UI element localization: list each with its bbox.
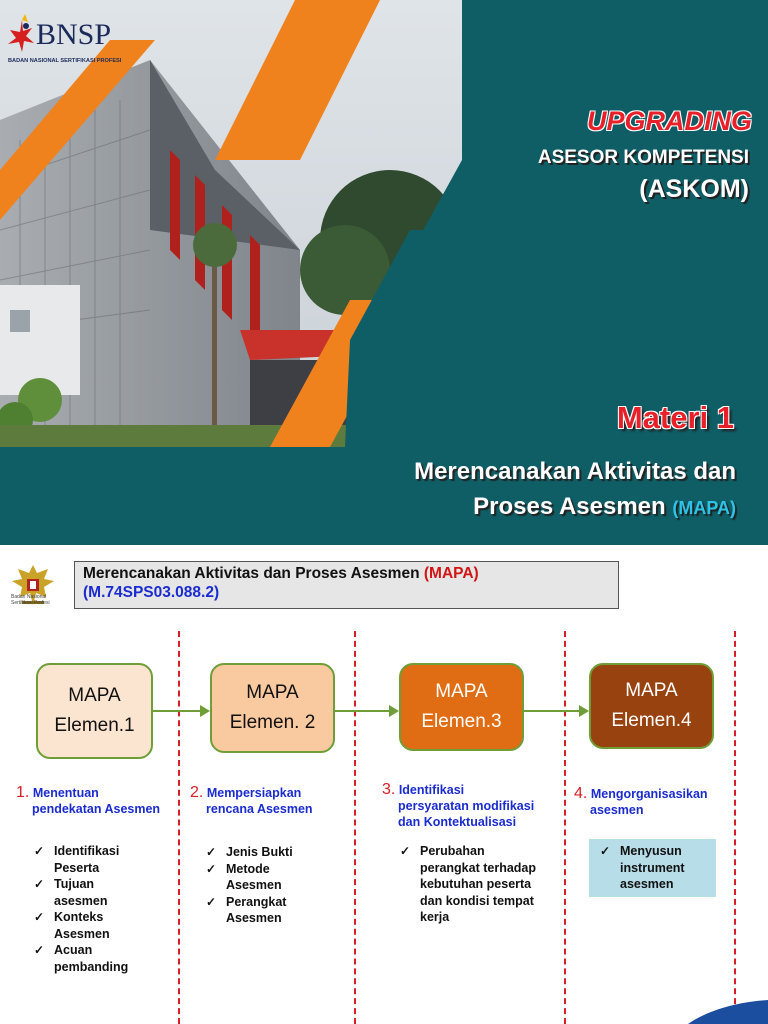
element-1-line-2: Elemen.1 bbox=[54, 715, 135, 736]
element-2-line-1: MAPA bbox=[246, 682, 299, 703]
dashed-divider-1 bbox=[178, 631, 180, 1024]
step-2-line-2: rencana Asesmen bbox=[206, 802, 313, 816]
element-4-line-2: Elemen.4 bbox=[611, 710, 692, 731]
step-1-line-2: pendekatan Asesmen bbox=[32, 802, 161, 816]
step-3-number: 3. bbox=[382, 781, 396, 798]
element-2-line-2: Elemen. 2 bbox=[229, 712, 316, 733]
emblem-caption bbox=[11, 594, 50, 606]
step-4-number: 4. bbox=[574, 785, 588, 802]
materi-title: Materi 1 bbox=[616, 400, 734, 435]
dashed-divider-4 bbox=[734, 631, 736, 1024]
element-4-line-1: MAPA bbox=[625, 680, 678, 701]
bnsp-logo-text: BNSP bbox=[36, 18, 112, 51]
checklist-item: ✓ Perubahan perangkat terhadap kebutuhan peserta dan kondisi tempat kerja bbox=[398, 843, 538, 926]
step-2-label bbox=[190, 785, 313, 817]
step-1-label bbox=[16, 785, 160, 817]
slide-title bbox=[83, 565, 610, 583]
arrow-1-to-2 bbox=[153, 710, 208, 712]
checklist-4 bbox=[598, 843, 710, 893]
emblem-caption-line-1: Badan Nasional bbox=[11, 594, 47, 600]
corner-wave-decoration bbox=[688, 1000, 768, 1024]
mapa-element-1 bbox=[36, 663, 153, 759]
arrow-3-to-4 bbox=[524, 710, 587, 712]
asesor-title: ASESOR KOMPETENSI bbox=[537, 147, 749, 168]
emblem-caption-line-2: Sertifikasi Profesi bbox=[11, 600, 50, 606]
checklist-1 bbox=[32, 843, 142, 975]
bnsp-logo bbox=[6, 14, 128, 74]
step-4-line-1: Mengorganisasikan bbox=[590, 787, 708, 801]
garuda-emblem-icon bbox=[8, 551, 58, 621]
mapa-element-4 bbox=[589, 663, 714, 749]
element-1-line-1: MAPA bbox=[68, 685, 121, 706]
checklist-item: ✓ Konteks Asesmen bbox=[32, 909, 142, 942]
mapa-element-3 bbox=[399, 663, 524, 751]
unit-code: (M.74SPS03.088.2) bbox=[83, 584, 220, 601]
askom-title: (ASKOM) bbox=[639, 175, 749, 203]
element-3-line-2: Elemen.3 bbox=[421, 711, 502, 732]
slide-title-text: Merencanakan Aktivitas dan Proses Asesmen bbox=[83, 565, 420, 582]
step-2-line-1: Mempersiapkan bbox=[206, 786, 302, 800]
slide-title-tag: (MAPA) bbox=[423, 565, 479, 582]
checklist-item: ✓ Perangkat Asesmen bbox=[204, 894, 314, 927]
step-3-line-1: Identifikasi bbox=[398, 783, 465, 797]
dashed-divider-2 bbox=[354, 631, 356, 1024]
step-4-label bbox=[574, 786, 708, 818]
slide-title-box bbox=[74, 561, 619, 609]
step-3-line-2: persyaratan modifikasi bbox=[398, 799, 535, 813]
checklist-item: ✓ Metode Asesmen bbox=[204, 861, 314, 894]
mapa-slide bbox=[0, 545, 768, 1024]
subtitle-line-2 bbox=[473, 493, 736, 521]
step-3-label bbox=[382, 782, 534, 830]
step-1-line-1: Menentuan bbox=[32, 786, 99, 800]
dashed-divider-3 bbox=[564, 631, 566, 1024]
step-4-line-2: asesmen bbox=[590, 803, 644, 817]
checklist-2 bbox=[204, 844, 314, 927]
checklist-item: ✓ Menyusun instrument asesmen bbox=[598, 843, 710, 893]
upgrading-title: UPGRADING bbox=[586, 106, 752, 136]
element-3-line-1: MAPA bbox=[435, 681, 488, 702]
arrow-2-to-3 bbox=[335, 710, 397, 712]
subtitle-line-2-text: Proses Asesmen bbox=[473, 493, 666, 520]
checklist-item: ✓ Identifikasi Peserta bbox=[32, 843, 142, 876]
checklist-3 bbox=[398, 843, 538, 926]
step-1-number: 1. bbox=[16, 784, 30, 801]
mapa-element-2 bbox=[210, 663, 335, 753]
bnsp-emblem-icon bbox=[6, 14, 38, 54]
checklist-item: ✓ Tujuan asesmen bbox=[32, 876, 142, 909]
step-2-number: 2. bbox=[190, 784, 204, 801]
checklist-item: ✓ Jenis Bukti bbox=[204, 844, 314, 861]
bnsp-logo-subtitle: BADAN NASIONAL SERTIFIKASI PROFESI bbox=[8, 58, 122, 64]
checklist-item: ✓ Acuan pembanding bbox=[32, 942, 142, 975]
step-3-line-3: dan Kontektualisasi bbox=[398, 815, 517, 829]
subtitle-mapa-tag: (MAPA) bbox=[672, 498, 736, 518]
subtitle-line-1: Merencanakan Aktivitas dan bbox=[414, 458, 736, 485]
